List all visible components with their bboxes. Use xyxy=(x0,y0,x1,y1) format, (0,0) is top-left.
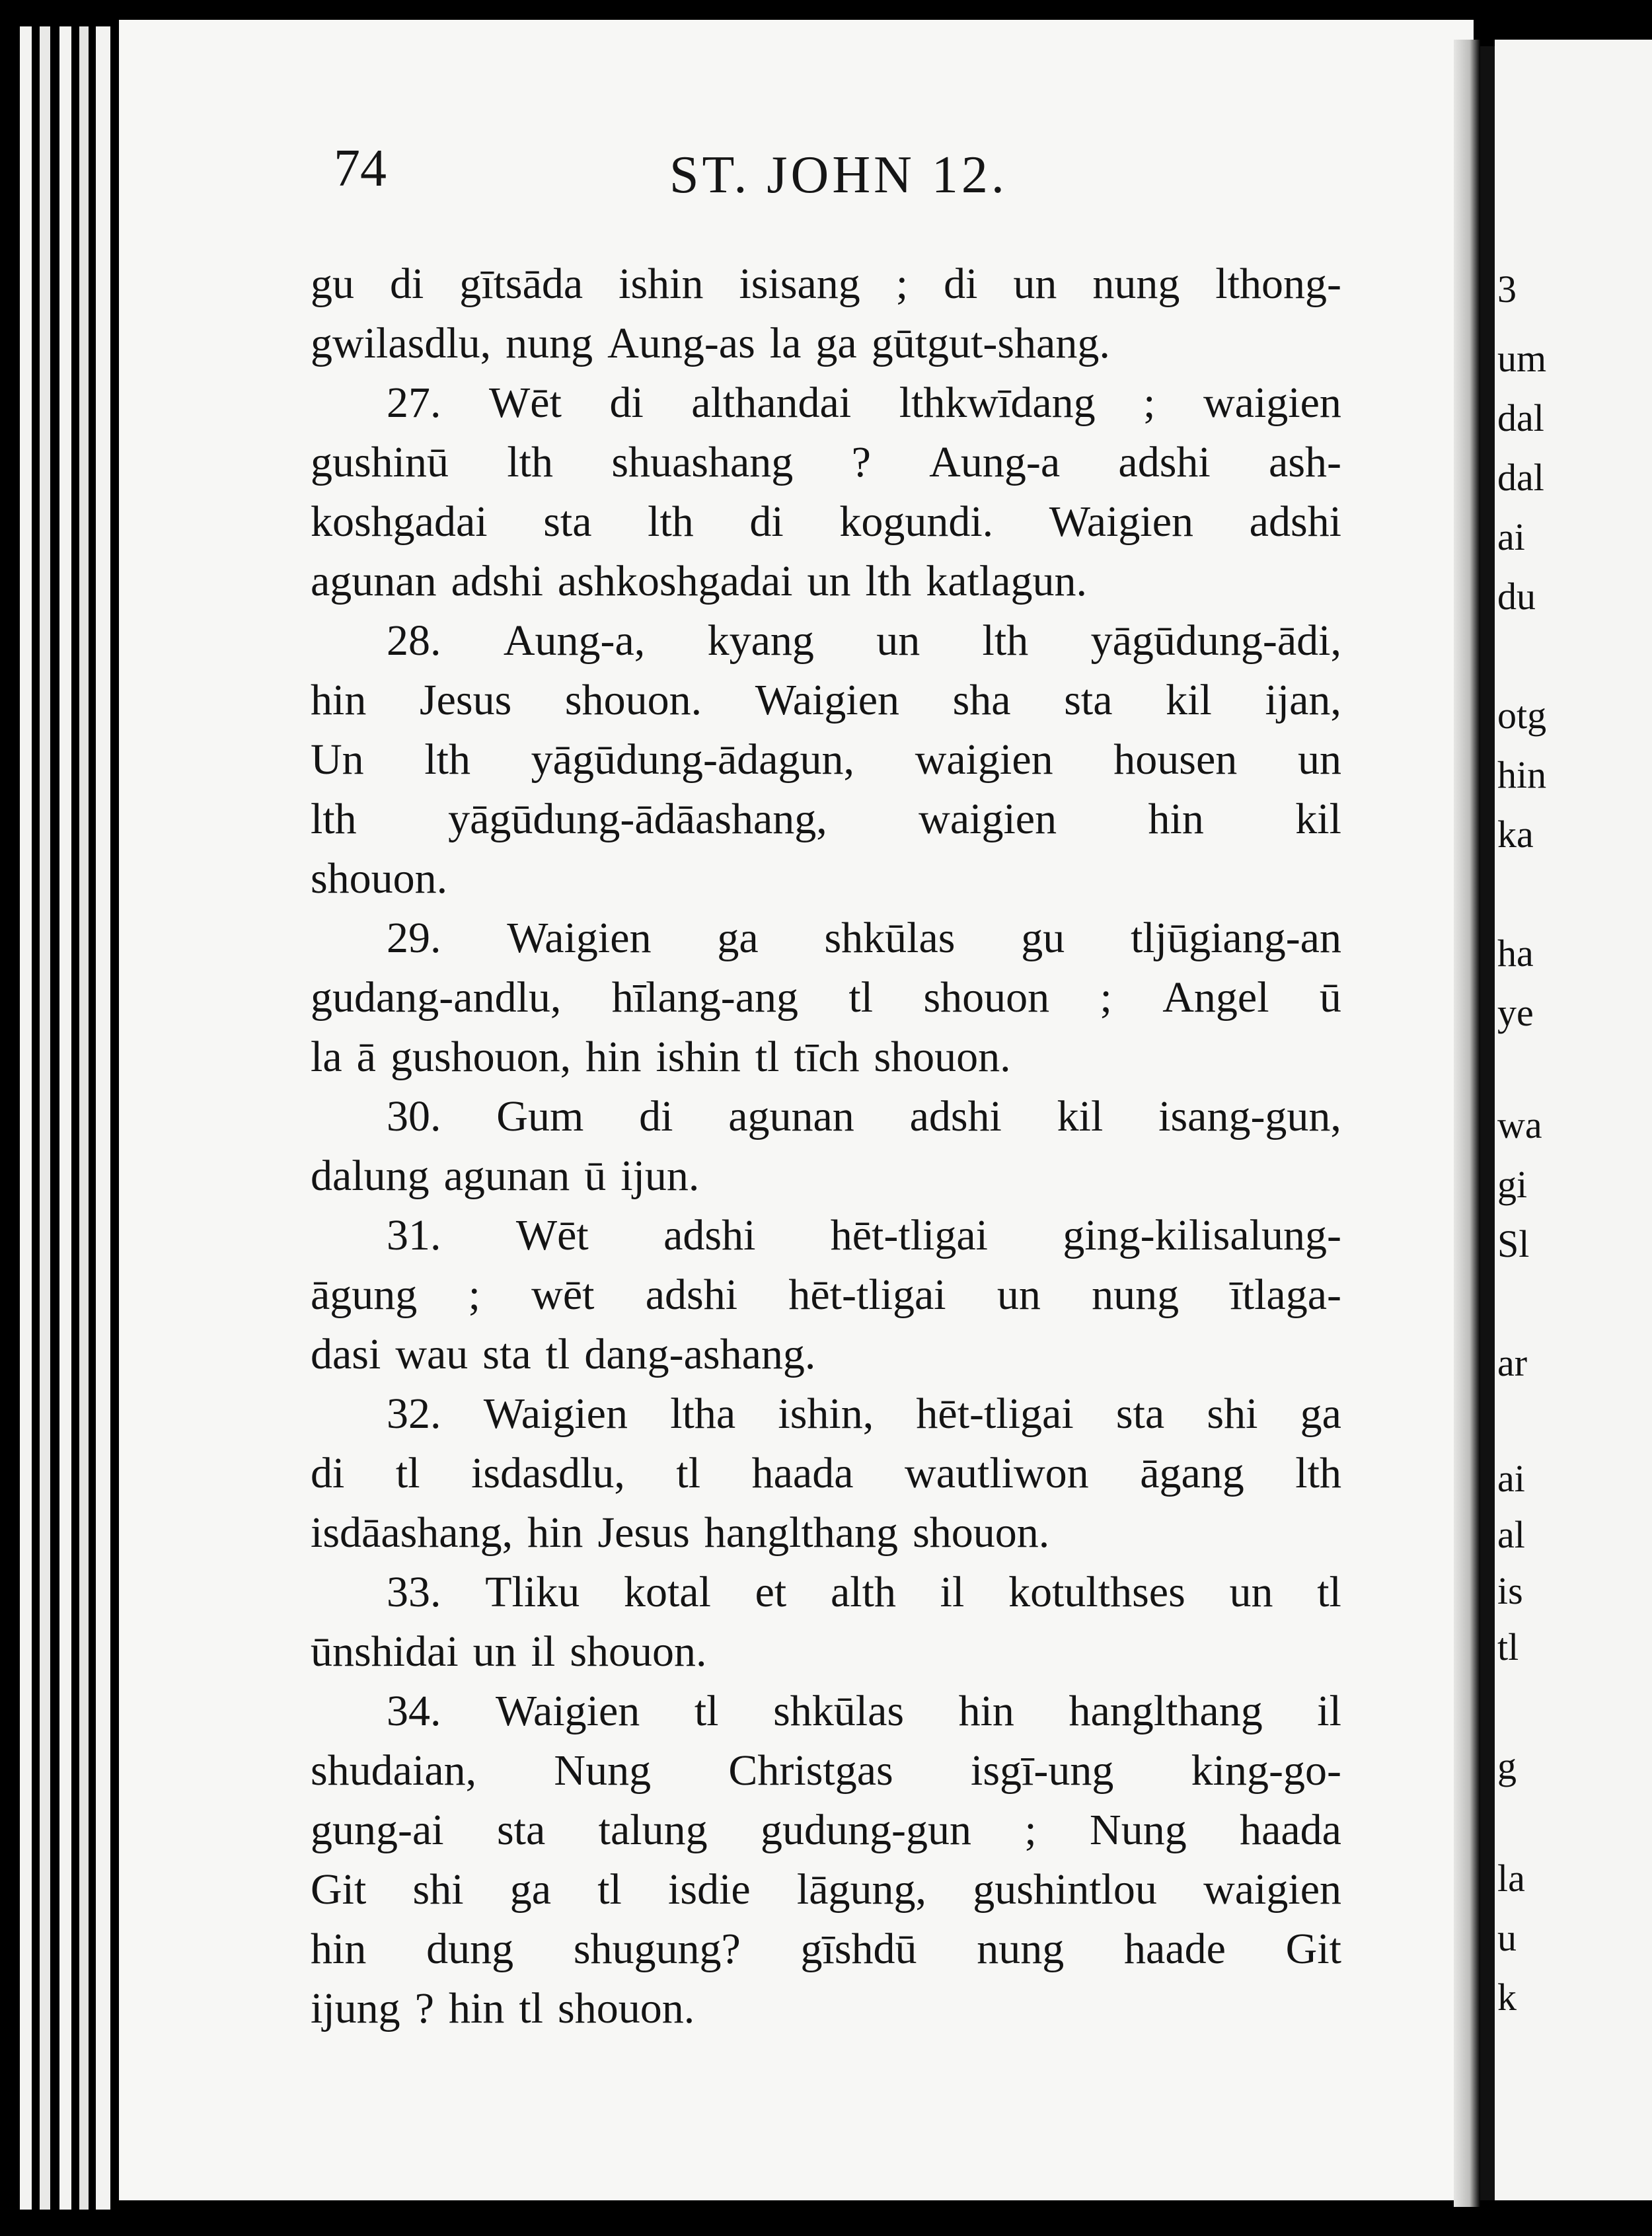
text-line: gung-ai sta talung gudung-gun ; Nung haada xyxy=(311,1806,1341,1854)
facing-page-fragment: u xyxy=(1497,1916,1517,1959)
page-title: ST. JOHN 12. xyxy=(669,146,1008,204)
facing-page-fragment: gi xyxy=(1497,1163,1528,1206)
facing-page-fragment: wa xyxy=(1497,1103,1542,1146)
facing-page-fragment: is xyxy=(1497,1569,1523,1612)
facing-page-fragment: Sl xyxy=(1497,1222,1530,1265)
text-line: lth yāgūdung-ādāashang, waigien hin kil xyxy=(311,795,1341,843)
text-line: 29. Waigien ga shkūlas gu tljūgiang-an xyxy=(387,914,1341,962)
text-line: koshgadai sta lth di kogundi. Waigien adshi xyxy=(311,498,1341,546)
text-line: hin Jesus shouon. Waigien sha sta kil ijan, xyxy=(311,676,1341,724)
text-line: āgung ; wēt adshi hēt-tligai un nung ītlaga- xyxy=(311,1271,1341,1319)
text-line: shudaian, Nung Christgas isgī-ung king-go- xyxy=(311,1746,1341,1795)
facing-page-fragment: hin xyxy=(1497,753,1547,796)
facing-page-fragment: g xyxy=(1497,1744,1517,1787)
text-line: la ā gushouon, hin ishin tl tīch shouon. xyxy=(311,1033,1011,1081)
book-gutter-shadow xyxy=(1454,40,1480,2207)
page-edge-stack xyxy=(79,26,89,2210)
text-line: ūnshidai un il shouon. xyxy=(311,1627,707,1676)
facing-page-fragment: tl xyxy=(1497,1625,1519,1668)
facing-page-fragment: um xyxy=(1497,337,1547,380)
book-gutter xyxy=(1480,46,1495,2200)
text-line: gudang-andlu, hīlang-ang tl shouon ; Angel ū xyxy=(311,973,1341,1022)
text-line: di tl isdasdlu, tl haada wautliwon āgang lth xyxy=(311,1449,1341,1497)
page-edge-stack xyxy=(59,26,71,2210)
text-line: 34. Waigien tl shkūlas hin hanglthang il xyxy=(387,1687,1341,1735)
text-line: gwilasdlu, nung Aung-as la ga gūtgut-shang. xyxy=(311,319,1110,367)
facing-page-cropped xyxy=(1495,40,1652,2200)
facing-page-fragment: dal xyxy=(1497,396,1544,439)
text-line: isdāashang, hin Jesus hanglthang shouon. xyxy=(311,1509,1050,1557)
text-line: shouon. xyxy=(311,854,448,903)
facing-page-text xyxy=(1495,40,1652,2200)
text-line: gu di gītsāda ishin isisang ; di un nung lthong- xyxy=(311,260,1341,308)
text-line: ijung ? hin tl shouon. xyxy=(311,1984,695,2032)
text-line: 31. Wēt adshi hēt-tligai ging-kilisalung- xyxy=(387,1211,1341,1259)
facing-page-fragment: du xyxy=(1497,575,1536,618)
text-line: 32. Waigien ltha ishin, hēt-tligai sta shi ga xyxy=(387,1390,1341,1438)
text-line: 28. Aung-a, kyang un lth yāgūdung-ādi, xyxy=(387,616,1341,665)
page-edge-stack xyxy=(40,26,50,2210)
facing-page-fragment: ai xyxy=(1497,1457,1525,1500)
facing-page-fragment: ai xyxy=(1497,515,1525,558)
running-head xyxy=(334,126,1470,205)
facing-page-fragment: la xyxy=(1497,1857,1525,1900)
facing-page-fragment: ar xyxy=(1497,1341,1528,1384)
facing-page-fragment: ye xyxy=(1497,991,1534,1034)
facing-page-fragment: 3 xyxy=(1497,268,1517,311)
text-line: gushinū lth shuashang ? Aung-a adshi ash- xyxy=(311,438,1341,486)
page-number: 74 xyxy=(334,139,387,198)
text-line: Git shi ga tl isdie lāgung, gushintlou waigien xyxy=(311,1865,1341,1914)
text-line: 33. Tliku kotal et alth il kotulthses un tl xyxy=(387,1568,1341,1616)
text-line: dalung agunan ū ijun. xyxy=(311,1152,700,1200)
facing-page-fragment: ha xyxy=(1497,932,1534,975)
page-edge-stack xyxy=(96,26,110,2210)
page-edge-stack xyxy=(20,26,32,2210)
facing-page-fragment: k xyxy=(1497,1976,1517,2019)
text-line: dasi wau sta tl dang-ashang. xyxy=(311,1330,816,1378)
facing-page-fragment: al xyxy=(1497,1513,1525,1556)
facing-page-fragment: dal xyxy=(1497,456,1544,499)
page-body-text xyxy=(311,254,1341,2038)
facing-page-fragment: ka xyxy=(1497,813,1534,856)
text-line: 27. Wēt di althandai lthkwīdang ; waigien xyxy=(387,379,1341,427)
text-line: agunan adshi ashkoshgadai un lth katlagun. xyxy=(311,557,1087,605)
facing-page-fragment: otg xyxy=(1497,694,1547,737)
text-line: 30. Gum di agunan adshi kil isang-gun, xyxy=(387,1092,1341,1140)
text-line: Un lth yāgūdung-ādagun, waigien housen un xyxy=(311,735,1341,784)
text-line: hin dung shugung? gīshdū nung haade Git xyxy=(311,1925,1341,1973)
